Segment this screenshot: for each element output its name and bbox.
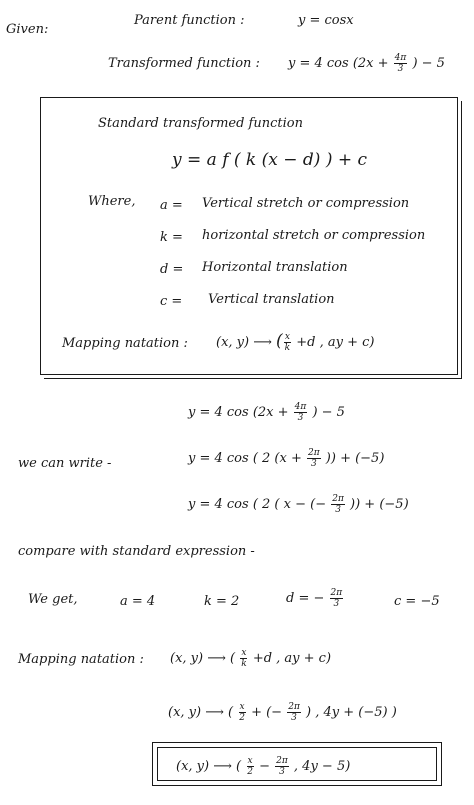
def-k-text: horizontal stretch or compression bbox=[202, 228, 426, 243]
given-label: Given: bbox=[6, 22, 49, 37]
standard-heading: Standard transformed function bbox=[98, 116, 303, 131]
rewrite-line-1: y = 4 cos (2x + $\frac{4\pi}{3}$ ) − 5 bbox=[188, 402, 345, 423]
parent-function-label: Parent function : bbox=[134, 13, 245, 28]
transformed-function-equation: y = 4 cos (2x + $\frac{4\pi}{3}$ ) − 5 bbox=[288, 53, 445, 74]
def-a-text: Vertical stretch or compression bbox=[202, 196, 410, 211]
final-mapping-line-1: (x, y) ⟶ ( $\frac{x}{k}$ +d , ay + c) bbox=[170, 648, 332, 669]
def-a-symbol: a = bbox=[160, 198, 183, 213]
def-d-text: Horizontal translation bbox=[202, 260, 348, 275]
def-d-symbol: d = bbox=[160, 262, 184, 277]
value-d: d = − $\frac{2\pi}{3}$ bbox=[286, 588, 343, 609]
final-mapping-line-2: (x, y) ⟶ ( $\frac{x}{2}$ + (− $\frac{2\pi}{3}$ ) , 4y + (−5) ) bbox=[168, 702, 397, 723]
final-answer: (x, y) ⟶ ( $\frac{x}{2}$ − $\frac{2\pi}{3}$ , 4y − 5) bbox=[176, 756, 351, 777]
rewrite-line-3: y = 4 cos ( 2 ( x − (− $\frac{2\pi}{3}$ )) + (−5) bbox=[188, 494, 409, 515]
value-a: a = 4 bbox=[120, 594, 156, 609]
rewrite-line-2: y = 4 cos ( 2 (x + $\frac{2\pi}{3}$ )) + (−5) bbox=[188, 448, 385, 469]
transformed-function-label: Transformed function : bbox=[108, 56, 260, 71]
parent-function-equation: y = cosx bbox=[298, 13, 354, 28]
box-mapping-expression: (x, y) ⟶ ( $\frac{x}{k}$ +d , ay + c) bbox=[216, 331, 375, 353]
value-c: c = −5 bbox=[394, 594, 440, 609]
we-get-label: We get, bbox=[28, 592, 78, 607]
box-mapping-label: Mapping natation : bbox=[62, 336, 188, 351]
compare-label: compare with standard expression - bbox=[18, 544, 255, 559]
def-c-text: Vertical translation bbox=[208, 292, 335, 307]
we-can-write-label: we can write - bbox=[18, 456, 112, 471]
def-k-symbol: k = bbox=[160, 230, 183, 245]
standard-formula: y = a f ( k (x − d) ) + c bbox=[172, 150, 368, 170]
def-c-symbol: c = bbox=[160, 294, 183, 309]
final-mapping-label: Mapping natation : bbox=[18, 652, 144, 667]
value-k: k = 2 bbox=[204, 594, 240, 609]
where-label: Where, bbox=[88, 194, 136, 209]
